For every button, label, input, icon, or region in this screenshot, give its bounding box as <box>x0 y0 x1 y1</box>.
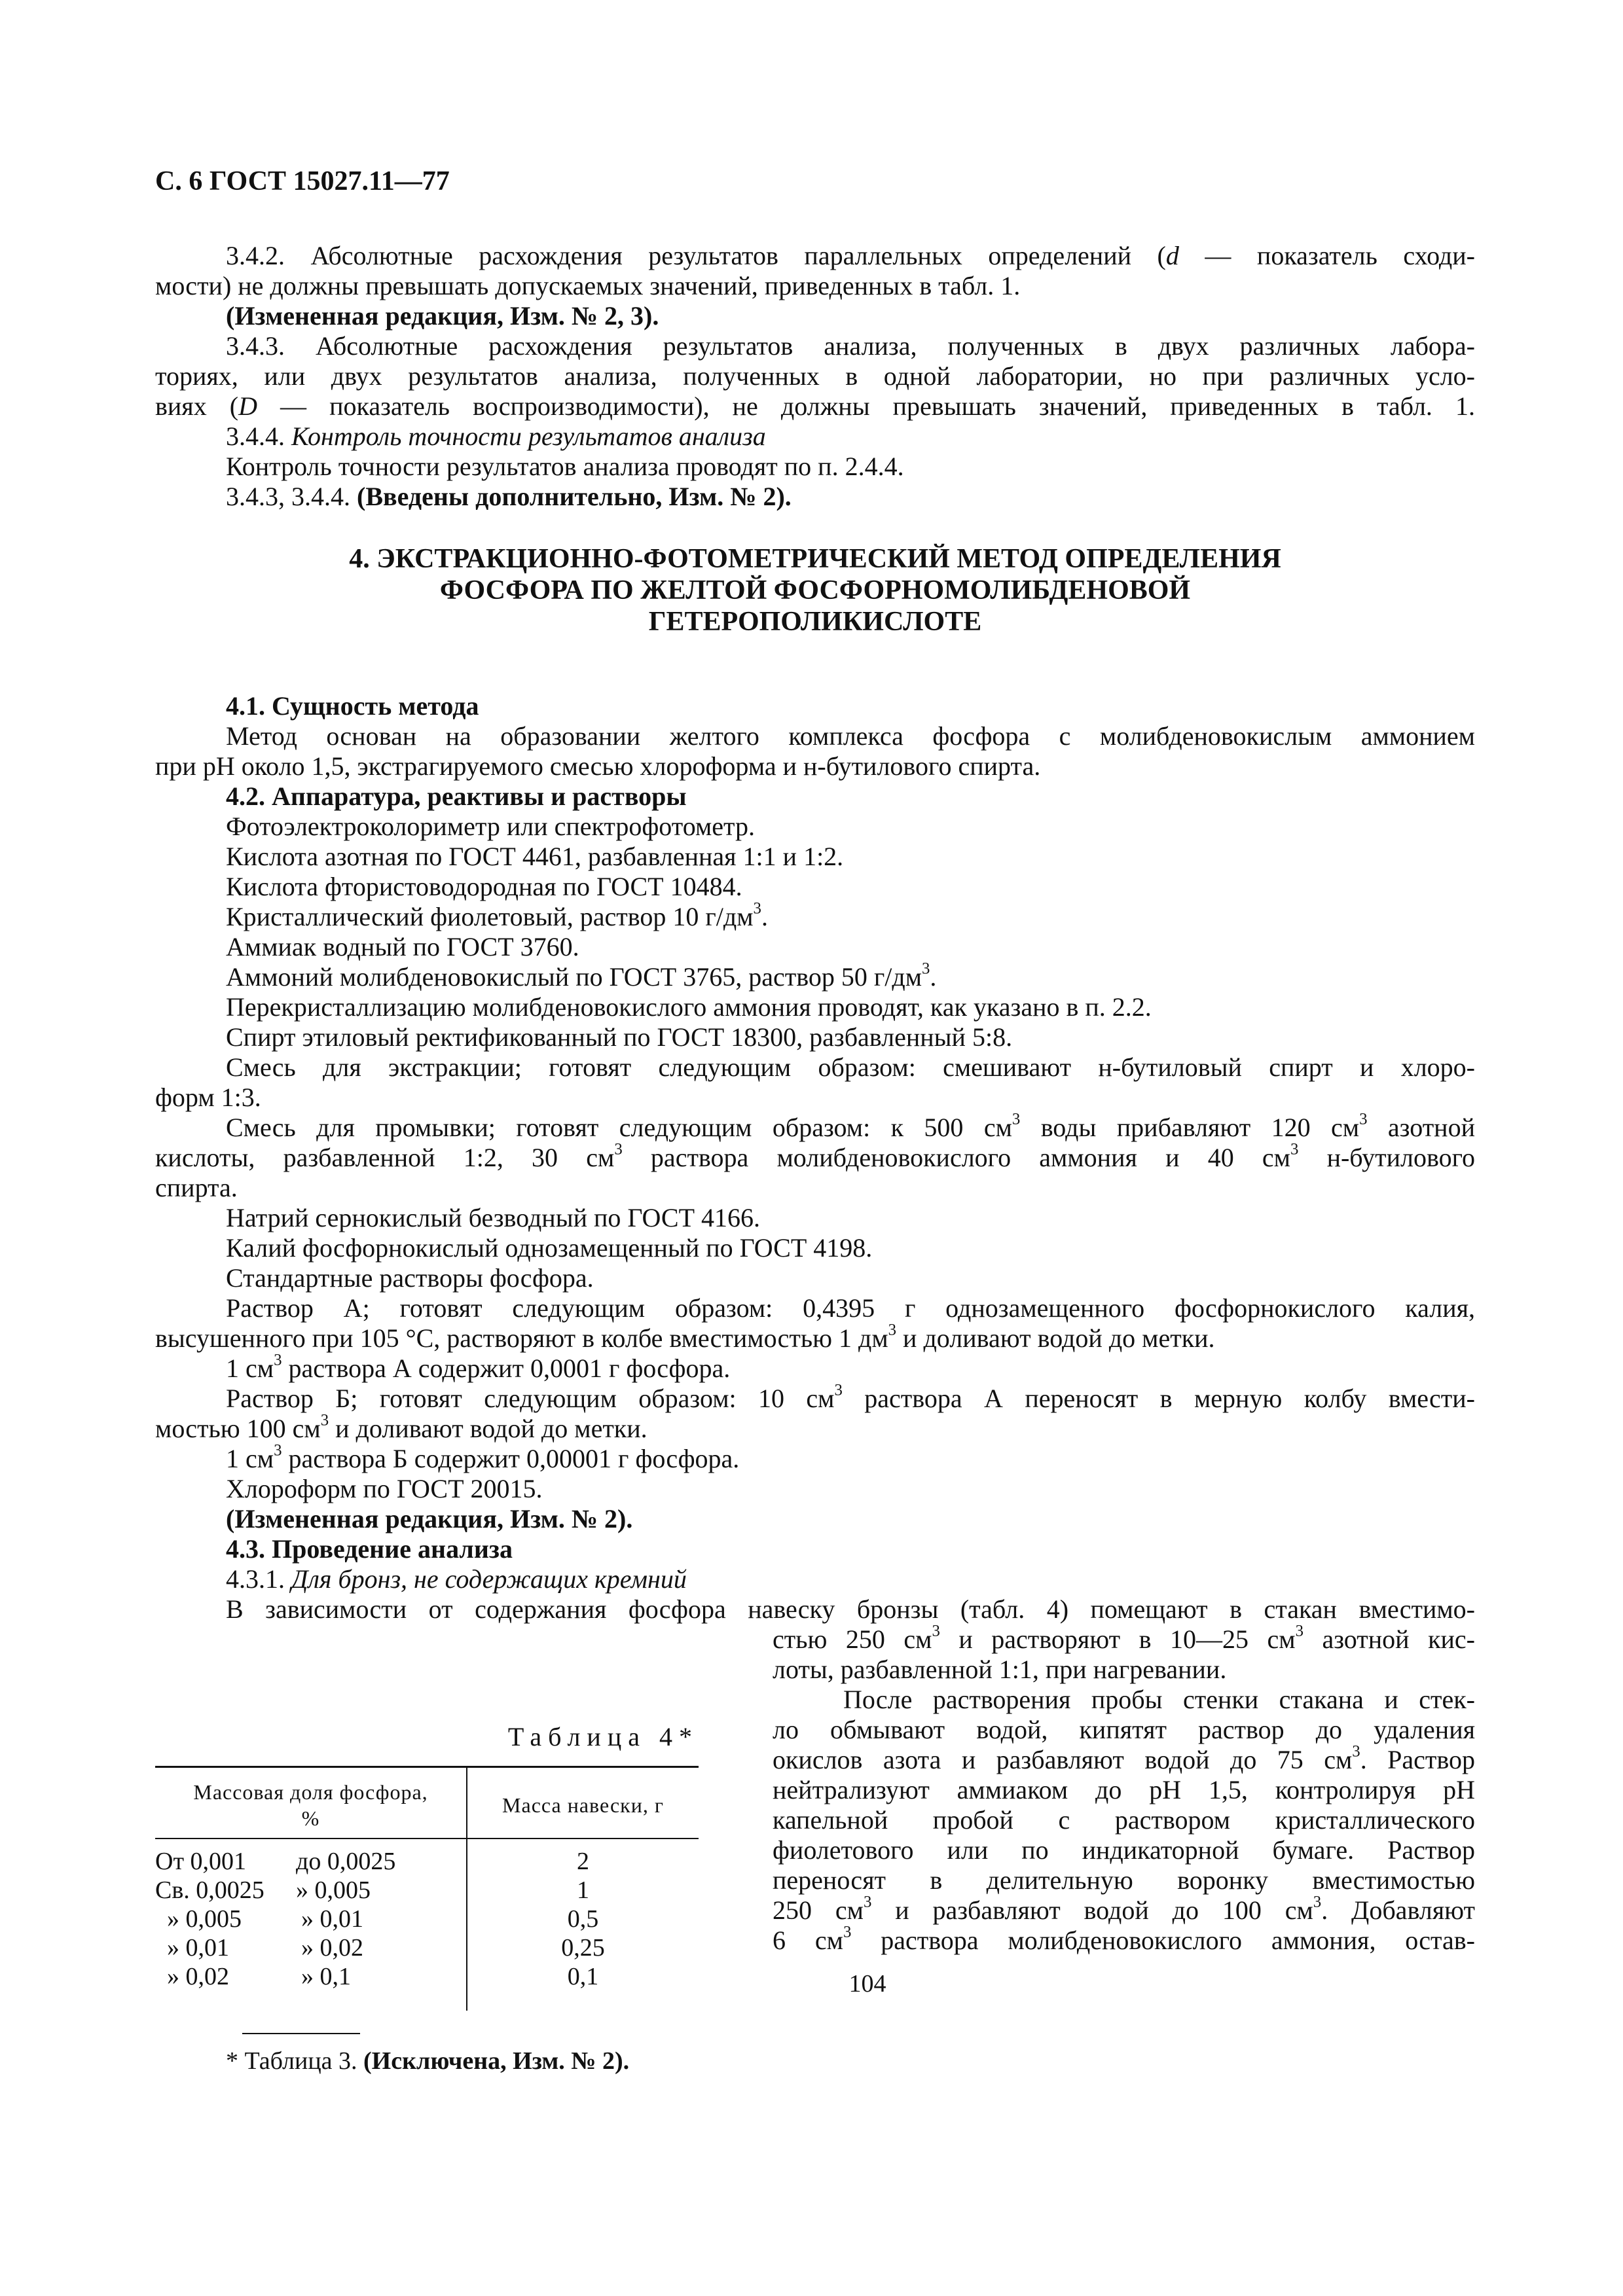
section-title-line2: ФОСФОРА ПО ЖЕЛТОЙ ФОСФОРНОМОЛИБДЕНОВОЙ <box>439 575 1191 605</box>
section-title-line3: ГЕТЕРОПОЛИКИСЛОТЕ <box>648 607 982 637</box>
list-item: Хлороформ по ГОСТ 20015. <box>226 1474 543 1503</box>
list-item: мостью 100 $см^3$ и доливают водой до метки. <box>155 1411 647 1443</box>
list-item: форм 1:3. <box>155 1083 261 1112</box>
para-431-line: окислов азота и разбавляют водой до 75 $см^3$. Раствор <box>773 1742 1475 1774</box>
para-431-line: После растворения пробы стенки стакана и стек- <box>843 1685 1475 1714</box>
table-cell: до 0,0025 <box>296 1848 396 1875</box>
para-431-line: нейтрализуют аммиаком до pH 1,5, контролируя pH <box>773 1775 1475 1804</box>
para-431-line: фиолетового или по индикаторной бумаге. Раствор <box>773 1835 1475 1865</box>
para-344-title: 3.4.4. Контроль точности результатов анализа <box>226 422 766 451</box>
table-caption: Таблица 4* <box>507 1722 699 1751</box>
section-title-line1: 4. ЭКСТРАКЦИОННО-ФОТОМЕТРИЧЕСКИЙ МЕТОД ОПРЕДЕЛЕНИЯ <box>349 544 1281 574</box>
para-431-line: 250 $см^3$ и разбавляют водой до 100 $см^3$. Добавляют <box>773 1893 1475 1925</box>
table-cell: Св. 0,0025 <box>155 1876 264 1904</box>
subsection-heading-43: 4.3. Проведение анализа <box>226 1534 513 1564</box>
para-342-line1: 3.4.2. Абсолютные расхождения результатов параллельных определений (d — показатель сходи- <box>226 241 1476 270</box>
para-431-line: переносят в делительную воронку вместимостью <box>773 1865 1475 1895</box>
para-431-line: лоты, разбавленной 1:1, при нагревании. <box>773 1655 1227 1684</box>
footnote-rule <box>242 2033 360 2034</box>
table-cell: 0,5 <box>567 1905 599 1933</box>
para-343-line1: 3.4.3. Абсолютные расхождения результатов анализа, полученных в двух различных лабора- <box>226 331 1475 361</box>
amendment-note: (Измененная редакция, Изм. № 2). <box>226 1504 633 1534</box>
list-item: Калий фосфорнокислый однозамещенный по ГОСТ 4198. <box>226 1233 873 1263</box>
table-header-col2: Масса навески, г <box>502 1793 664 1817</box>
table-cell: » 0,005 <box>167 1905 242 1933</box>
table-cell: От 0,001 <box>155 1848 247 1875</box>
table-cell: » 0,01 <box>301 1905 363 1933</box>
para-431-intro: В зависимости от содержания фосфора навеску бронзы (табл. 4) помещают в стакан вместимо- <box>226 1594 1475 1624</box>
para-342-line2: мости) не должны превышать допускаемых значений, приведенных в табл. 1. <box>155 271 1021 300</box>
list-item: 1 $см^3$ раствора А содержит 0,0001 г фосфора. <box>226 1351 731 1383</box>
page-number: 104 <box>848 1970 886 1998</box>
table-top-rule <box>155 1766 699 1768</box>
list-item: Спирт этиловый ректификованный по ГОСТ 18300, разбавленный 5:8. <box>226 1022 1013 1052</box>
table-cell: 2 <box>577 1848 589 1875</box>
subsection-heading-42: 4.2. Аппаратура, реактивы и растворы <box>226 781 687 811</box>
para-343-line3: виях (D — показатель воспроизводимости), не должны превышать значений, приведенных в табл. 1. <box>155 391 1475 421</box>
para-431-line: стью 250 $см^3$ и растворяют в 10—25 $см^3$ азотной кис- <box>773 1622 1475 1654</box>
list-item: спирта. <box>155 1173 238 1202</box>
list-item: кислоты, разбавленной 1:2, 30 $см^3$ раствора молибденовокислого аммония и 40 $см^3$ н-бутилового <box>155 1140 1476 1172</box>
table-cell: » 0,02 <box>301 1934 363 1962</box>
table-cell: 0,25 <box>561 1934 605 1962</box>
para-431-line: капельной пробой с раствором кристаллического <box>773 1805 1475 1835</box>
list-item: Кислота азотная по ГОСТ 4461, разбавленная 1:1 и 1:2. <box>226 842 844 871</box>
table-header-rule <box>155 1838 699 1839</box>
table-cell: 1 <box>577 1876 589 1904</box>
list-item: 1 $см^3$ раствора Б содержит 0,00001 г фосфора. <box>226 1441 740 1473</box>
amendment-note: (Измененная редакция, Изм. № 2, 3). <box>226 301 659 331</box>
para-41-line2: при pH около 1,5, экстрагируемого смесью хлороформа и н-бутилового спирта. <box>155 751 1041 781</box>
running-head: С. 6 ГОСТ 15027.11—77 <box>155 166 450 196</box>
list-item: Кислота фтористоводородная по ГОСТ 10484. <box>226 872 742 901</box>
table-cell: » 0,01 <box>167 1934 229 1962</box>
list-item: Перекристаллизацию молибденовокислого аммония проводят, как указано в п. 2.2. <box>226 992 1152 1022</box>
list-item: Аммоний молибденовокислый по ГОСТ 3765, раствор 50 $г/дм^3$. <box>226 960 937 992</box>
para-344-text: Контроль точности результатов анализа проводят по п. 2.4.4. <box>226 452 904 481</box>
list-item: Стандартные растворы фосфора. <box>226 1263 594 1293</box>
list-item: Смесь для промывки; готовят следующим образом: к 500 $см^3$ воды прибавляют 120 $см^3$ азотной <box>226 1110 1475 1142</box>
list-item: Натрий сернокислый безводный по ГОСТ 4166. <box>226 1203 761 1232</box>
table-cell: » 0,005 <box>296 1876 371 1904</box>
list-item: Раствор Б; готовят следующим образом: 10 $см^3$ раствора А переносят в мерную колбу вмести- <box>226 1381 1475 1413</box>
amendment-note: 3.4.3, 3.4.4. (Введены дополнительно, Изм. № 2). <box>226 482 792 511</box>
list-item: Аммиак водный по ГОСТ 3760. <box>226 932 579 961</box>
table-cell: 0,1 <box>567 1963 599 1990</box>
para-431-line: ло обмывают водой, кипятят раствор до удаления <box>773 1715 1475 1744</box>
para-431-line: 6 $см^3$ раствора молибденовокислого аммония, остав- <box>773 1923 1475 1955</box>
table-footnote: * Таблица 3. (Исключена, Изм. № 2). <box>226 2047 630 2075</box>
para-41-line1: Метод основан на образовании желтого комплекса фосфора с молибденовокислым аммонием <box>226 721 1475 751</box>
list-item: высушенного при 105 °С, растворяют в колбе вместимостью 1 $дм^3$ и доливают водой до метки. <box>155 1321 1215 1353</box>
list-item: Фотоэлектроколориметр или спектрофотометр. <box>226 812 756 841</box>
table-cell: » 0,1 <box>301 1963 351 1990</box>
list-item: Раствор А; готовят следующим образом: 0,4395 г однозамещенного фосфорнокислого калия, <box>226 1293 1475 1323</box>
table-cell: » 0,02 <box>167 1963 229 1990</box>
subsection-title-431: 4.3.1. Для бронз, не содержащих кремний <box>226 1564 687 1594</box>
para-343-line2: ториях, или двух результатов анализа, полученных в одной лаборатории, но при различных усло- <box>155 361 1475 391</box>
subsection-heading-41: 4.1. Сущность метода <box>226 691 479 721</box>
list-item: Кристаллический фиолетовый, раствор 10 $г/дм^3$. <box>226 899 768 931</box>
list-item: Смесь для экстракции; готовят следующим образом: смешивают н-бутиловый спирт и хлоро- <box>226 1052 1475 1082</box>
table-header-col1: Массовая доля фосфора, % <box>193 1780 428 1830</box>
